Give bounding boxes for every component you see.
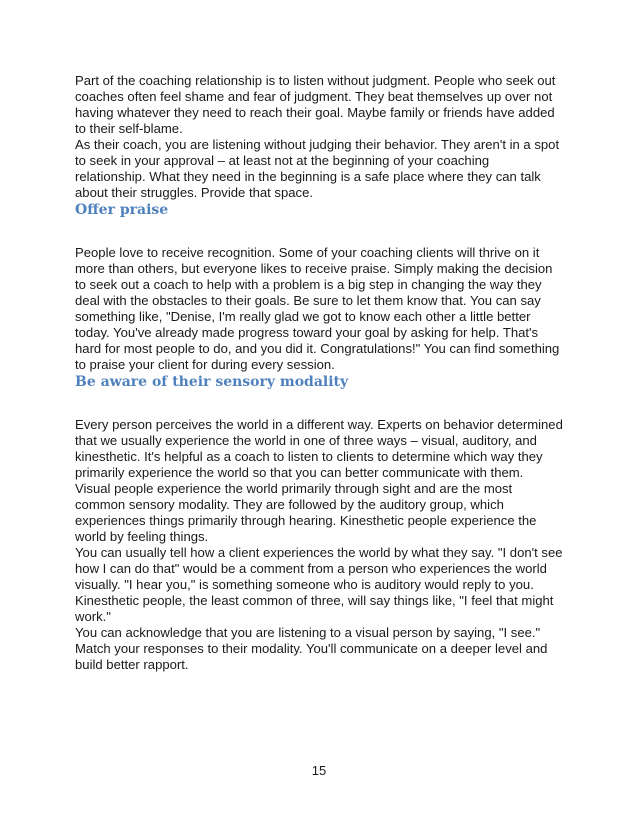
paragraph-listening-as-coach: As their coach, you are listening without judging their behavior. They aren't in a spot to seek in your approval – at least not at the beginning of your coaching relationship. What they need in the beginning is a safe place where they can talk about their struggles. Provide that space.	[75, 137, 560, 200]
paragraph-modalities: Visual people experience the world primarily through sight and are the most common sensory modality. They are followed by the auditory group, which experiences things primarily through hearing. Kinesthetic people experience the world by feeling things.	[75, 481, 537, 544]
heading-offer-praise: Offer praise	[75, 202, 169, 218]
page-number: 15	[311, 763, 327, 778]
paragraph-perception: Every person perceives the world in a different way. Experts on behavior determined that we usually experience the world in one of three ways – visual, auditory, and kinesthetic. It's helpful as a coach to listen to clients to determine which way they primarily experience the world so that you can better communicate with them.	[75, 417, 563, 480]
paragraph-praise: People love to receive recognition. Some of your coaching clients will thrive on it more than others, but everyone likes to receive praise. Simply making the decision to seek out a coach to help with a problem is a big step in changing the way they deal with the obstacles to their goals. Be sure to let them know that. You can say something like, "Denise, I'm really glad we got to know each other a little better today. You've already made progress toward your goal by asking for help. That's hard for most people to do, and you did it. Congratulations!" You can find something to praise your client for during every session.	[75, 245, 560, 372]
paragraph-acknowledge: You can acknowledge that you are listening to a visual person by saying, "I see." Match your responses to their modality. You'll communicate on a deeper level and build better rapport.	[75, 625, 548, 672]
paragraph-client-speech: You can usually tell how a client experiences the world by what they say. "I don't see how I can do that" would be a comment from a person who experiences the world visually. "I hear you," is something someone who is auditory would reply to you. Kinesthetic people, the least common of three, will say things like, "I feel that might work."	[75, 545, 563, 624]
heading-sensory-modality: Be aware of their sensory modality	[75, 374, 349, 390]
paragraph-listen-without-judgment: Part of the coaching relationship is to listen without judgment. People who seek out coaches often feel shame and fear of judgment. They beat themselves up over not having whatever they need to reach their goal. Maybe family or friends have added to their self-blame.	[75, 73, 556, 136]
page-content	[75, 73, 563, 673]
